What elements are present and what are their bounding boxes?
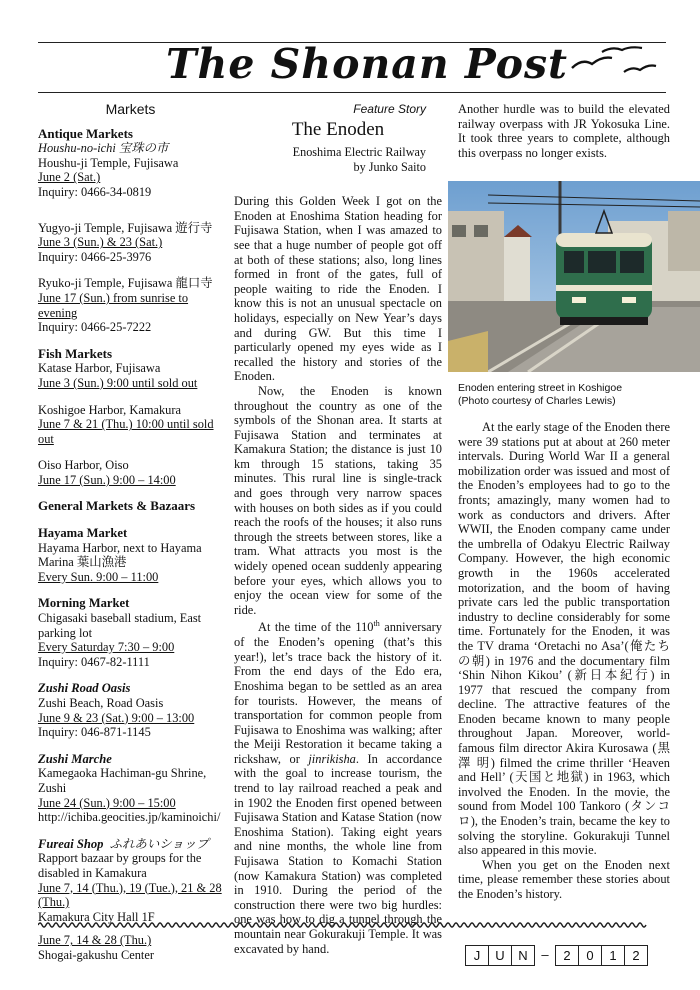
- photo-caption: [458, 382, 688, 407]
- story-paragraph: At the time of the 110th anniversary of the Enoden’s opening (that’s this year!), let’s trace back the history of it. From the end days of the Edo era, Enoshima began to be settled as an area for tourists. However, the means of transportation for common people from Fujisawa to Enoshima was walking; after the Meiji Restoration it became taking a rickshaw, or jinrikisha. In accordance with the goal to increase tourism, the trend to lay railroad reached a peak and in 1902 the Enoden first opened between Fujisawa Station and Katase Station (now Enoshima Station). Taking eight years and nine months, the whole line from Fujisawa Station to Komachi Station (now Kamakura Station) was completed in 1910. During the period of the construction there were two big hurdles: one was how to dig a tunnel through the mountain near Gokurakuji Temple. It was excavated by hand.: [234, 619, 443, 956]
- story-continued-bottom: [458, 420, 670, 902]
- listing-name: Houshu-no-ichi 宝珠の市: [38, 141, 169, 156]
- listing-place: Ryuko-ji Temple, Fujisawa 龍口寺: [38, 276, 213, 291]
- listing-date: June 2 (Sat.): [38, 170, 101, 185]
- listing-name: Hayama Market: [38, 526, 128, 541]
- story-paragraph: When you get on the Enoden next time, please remember these stories about the Enoden’s history.: [458, 857, 670, 901]
- listing-place: Oiso Harbor, Oiso: [38, 458, 129, 473]
- fish-markets-heading: Fish Markets: [38, 345, 113, 361]
- listing-name: Zushi Road Oasis: [38, 681, 131, 696]
- story-paragraph: During this Golden Week I got on the Enoden at Enoshima Station heading for Fujisawa Station, when I was amazed to see that a huge number of people got off at both of these stations; also, long lines formed in front of the gates, full of people waiting to ride the Enoden. I know this is not an unusual spectacle on holidays, especially on New Year’s days and during GW. But this time I particularly opened my eyes wide as I recalled the history and stories of the Enoden.: [234, 194, 442, 384]
- photo-credit: (Photo courtesy of Charles Lewis): [458, 394, 616, 407]
- markets-column: [38, 102, 223, 963]
- date-cell: N: [511, 945, 535, 966]
- tram-illustration: [448, 181, 700, 372]
- story-title: The Enoden: [291, 118, 385, 140]
- listing-description: disabled in Kamakura: [38, 865, 147, 880]
- story-body: [234, 194, 442, 956]
- listing-date: Every Sun. 9:00 – 11:00: [38, 569, 159, 584]
- photo-caption-title: Enoden entering street in Koshigoe: [458, 382, 623, 394]
- listing-place: Kamakura City Hall 1F: [38, 909, 155, 924]
- listing-place: Koshigoe Harbor, Kamakura: [38, 402, 181, 417]
- date-cell: 0: [578, 945, 602, 966]
- date-cell: 1: [601, 945, 625, 966]
- feature-story-label: Feature Story: [353, 102, 426, 116]
- story-paragraph: Another hurdle was to build the elevated railway overpass with JR Yokosuka Line. It took three years to complete, although this overpass no longer exists.: [458, 102, 670, 160]
- listing-place: Yugyo-ji Temple, Fujisawa 遊行寺: [38, 220, 213, 235]
- listing-place: parking lot: [38, 625, 93, 640]
- masthead-bottom-rule: [38, 92, 666, 93]
- wavy-divider: [38, 920, 648, 930]
- story-subtitle-text: Enoshima Electric Railway: [292, 145, 426, 160]
- markets-heading: Markets: [105, 101, 156, 117]
- listing-place: Hayama Harbor, next to Hayama: [38, 540, 202, 555]
- listing-description: Rapport bazaar by groups for the: [38, 851, 202, 866]
- date-cell: 2: [555, 945, 579, 966]
- listing-place: Zushi: [38, 780, 67, 795]
- date-cell: 2: [624, 945, 648, 966]
- enoden-photo: [448, 181, 700, 372]
- listing-date: June 3 (Sun.) 9:00 until sold out: [38, 375, 198, 390]
- listing-inquiry: Inquiry: 0466-25-7222: [38, 320, 152, 335]
- listing-name: Zushi Marche: [38, 751, 112, 766]
- listing-place: Marina 葉山漁港: [38, 555, 127, 570]
- story-column: [234, 102, 442, 956]
- seagulls-icon: [568, 46, 660, 84]
- listing-place: Zushi Beach, Road Oasis: [38, 696, 164, 710]
- issue-date: [466, 945, 648, 966]
- listing-date: June 17 (Sun.) 9:00 – 14:00: [38, 472, 176, 487]
- listing-inquiry: Inquiry: 046-871-1145: [38, 725, 151, 740]
- listing-place: Chigasaki baseball stadium, East: [38, 611, 202, 626]
- date-dash: –: [541, 947, 549, 962]
- listing-inquiry: Inquiry: 0466-34-0819: [38, 184, 152, 199]
- listing-name: Fureai Shop: [38, 836, 104, 851]
- listing-name-jp: ふれあいショップ: [109, 836, 209, 851]
- listing-date: June 9 & 23 (Sat.) 9:00 – 13:00: [38, 710, 195, 725]
- listing-place: Houshu-ji Temple, Fujisawa: [38, 155, 179, 170]
- date-cell: U: [488, 945, 512, 966]
- listing-date: June 17 (Sun.) from sunrise to evening: [38, 290, 189, 320]
- story-continued-top: [458, 102, 670, 160]
- listing-date: (Thu.): [38, 895, 70, 910]
- listing-place: Shogai-gakushu Center: [38, 947, 154, 962]
- listing-inquiry: Inquiry: 0467-82-1111: [38, 654, 150, 669]
- listing-date: June 24 (Sun.) 9:00 – 15:00: [38, 795, 176, 810]
- listing-place: Katase Harbor, Fujisawa: [38, 361, 161, 376]
- date-cell: J: [465, 945, 489, 966]
- story-paragraph: At the early stage of the Enoden there were 39 stations put at about at 260 meter intervals. During World War II a general mobilization order was issued and most of the Enoden’s employees had to go to the fronts; amazingly, many women had to work as conductors and drivers. After WWII, the Enoden company came under the umbrella of Odakyu Electric Railway Company. However, the high economic growth in the 1960s accelerated motorization, and the boom of having private cars led the public transportation industry to decline considerably for some time. Fortunately for the Enoden, it was the TV drama ‘Oretachi no Asa’(俺たちの朝) in 1976 and the documentary film ‘Shin Nihon Kikou’ (新日本紀行) in 1977 that rescued the company from decline. The attractive features of the Enoden became known to many people throughout Japan. Moreover, world-famous film director Akira Kurosawa (黒澤 明) filmed the crime thriller ‘Heaven and Hell’ (天国と地獄) in 1963, which involved the Enoden. In the movie, the sound from Model 100 Tankoro (タンコロ), the Enoden’s train, became the key to solving the storyline. Gokurakuji Tunnel also appeared in this movie.: [458, 420, 670, 858]
- listing-date: June 7 & 21 (Thu.) 10:00 until sold out: [38, 417, 214, 446]
- listing-place: Kamegaoka Hachiman-gu Shrine,: [38, 766, 207, 781]
- listing-date: June 3 (Sun.) & 23 (Sat.): [38, 235, 163, 250]
- masthead-title: The Shonan Post: [166, 40, 568, 88]
- listing-date: Every Saturday 7:30 – 9:00: [38, 640, 175, 655]
- story-subtitle: [234, 145, 426, 174]
- antique-markets-heading: Antique Markets: [38, 125, 133, 141]
- listing-inquiry: Inquiry: 0466-25-3976: [38, 249, 152, 264]
- general-markets-heading: General Markets & Bazaars: [38, 498, 196, 514]
- story-byline: by Junko Saito: [353, 159, 426, 174]
- story-paragraph: Now, the Enoden is known throughout the country as one of the symbols of the Shonan area. It starts at Fujisawa Station and terminates at Kamakura Station; the distance is just 10 km through 15 stations, taking 35 minutes. This rural line is single-track and goes through very narrow spaces with houses on both sides as if you could reach the roofs of the houses; it also runs through the streets between stores, like a tram. What attracts you most is the widely opened ocean suddenly appearing before your eyes, which allows you to enjoy the ocean view for some of the ride.: [234, 383, 442, 617]
- listing-date: June 7, 14 & 28 (Thu.): [38, 933, 152, 948]
- masthead: [38, 42, 666, 92]
- listing-date: June 7, 14 (Thu.), 19 (Tue.), 21 & 28: [38, 880, 222, 895]
- listing-name: Morning Market: [38, 596, 130, 611]
- listing-url[interactable]: http://ichiba.geocities.jp/kaminoichi/: [38, 810, 221, 825]
